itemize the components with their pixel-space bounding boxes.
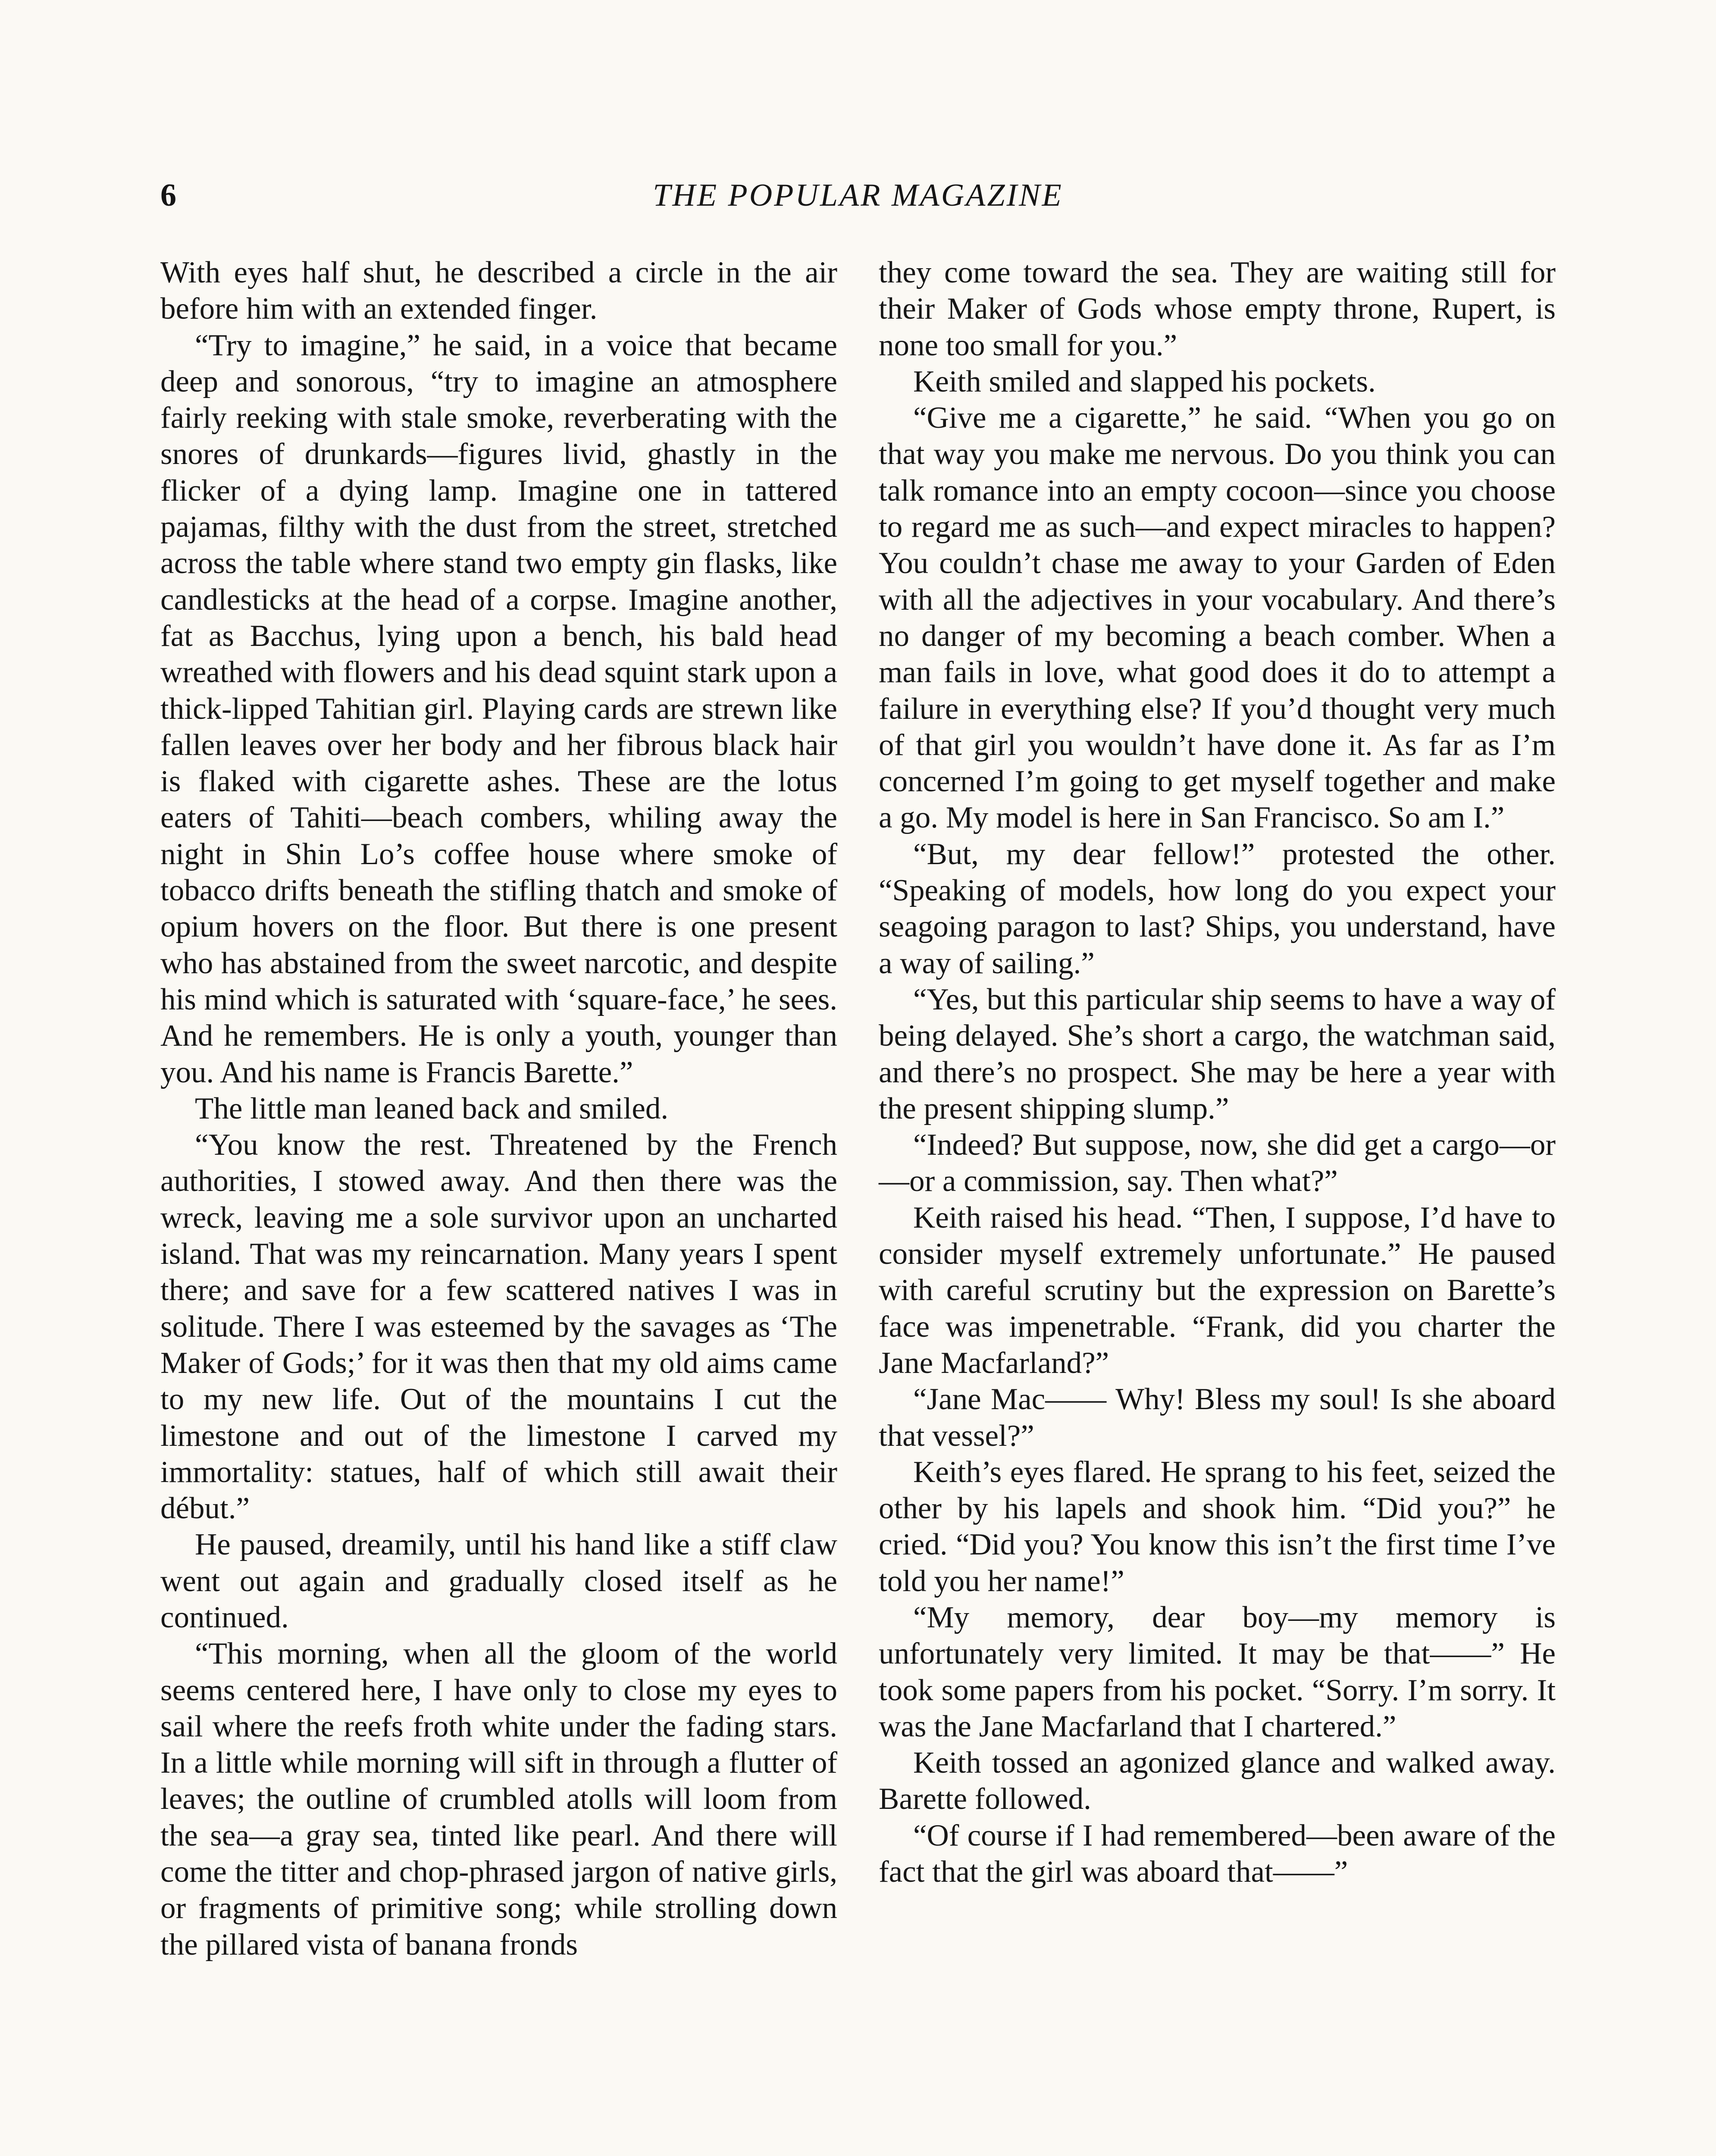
left-column bbox=[160, 254, 837, 1963]
paragraph: they come toward the sea. They are waiting still for their Maker of Gods whose empty throne, Rupert, is none too small for you.” bbox=[879, 256, 1556, 362]
paragraph: Keith’s eyes flared. He sprang to his feet, seized the other by his lapels and shook him. “Did you?” he cried. “Did you? You know this isn’t the first time I’ve told you her name!” bbox=[879, 1455, 1556, 1598]
paragraph: “Yes, but this particular ship seems to have a way of being delayed. She’s short a cargo, the watchman said, and there’s no prospect. She may be here a year with the present shipping slump.” bbox=[879, 982, 1556, 1125]
paragraph: He paused, dreamily, until his hand like a stiff claw went out again and gradually closed itself as he continued. bbox=[160, 1528, 837, 1634]
paragraph: Keith raised his head. “Then, I suppose, I’d have to consider myself extremely unfortunate.” He paused with careful scrutiny but the expression on Barette’s face was impenetrable. “Frank, did you charter the Jane Macfarland?” bbox=[879, 1200, 1556, 1380]
paragraph: “Of course if I had remembered—been aware of the fact that the girl was aboard that——” bbox=[879, 1818, 1556, 1889]
page-header bbox=[160, 172, 1556, 219]
paragraph: “My memory, dear boy—my memory is unfortunately very limited. It may be that——” He took some papers from his pocket. “Sorry. I’m sorry. It was the Jane Macfarland that I chartered.” bbox=[879, 1600, 1556, 1743]
right-column bbox=[879, 254, 1556, 1890]
paragraph: “Give me a cigarette,” he said. “When you go on that way you make me nervous. Do you think you can talk romance into an empty cocoon—since you choose to regard me as such—and expect miracles to happen? You couldn’t chase me away to your Garden of Eden with all the adjectives in your vocabulary. And there’s no danger of my becoming a beach comber. When a man fails in love, what good does it do to attempt a failure in everything else? If you’d thought very much of that girl you wouldn’t have done it. As far as I’m concerned I’m going to get myself together and make a go. My model is here in San Francisco. So am I.” bbox=[879, 401, 1556, 835]
running-head: THE POPULAR MAGAZINE bbox=[653, 178, 1063, 213]
page-number: 6 bbox=[160, 178, 176, 213]
paragraph: “Try to imagine,” he said, in a voice that became deep and sonorous, “try to imagine an atmosphere fairly reeking with stale smoke, reverberating with the snores of drunkards—figures livid, ghastly in the flicker of a dying lamp. Imagine one in tattered pajamas, filthy with the dust from the street, stretched across the table where stand two empty gin flasks, like candlesticks at the head of a corpse. Imagine another, fat as Bacchus, lying upon a bench, his bald head wreathed with flowers and his dead squint stark upon a thick-lipped Tahitian girl. Playing cards are strewn like fallen leaves over her body and her fibrous black hair is flaked with cigarette ashes. These are the lotus eaters of Tahiti—beach combers, whiling away the night in Shin Lo’s coffee house where smoke of tobacco drifts beneath the stifling thatch and smoke of opium hovers on the floor. But there is one present who has abstained from the sweet narcotic, and despite his mind which is saturated with ‘square-face,’ he sees. And he remembers. He is only a youth, younger than you. And his name is Francis Barette.” bbox=[160, 328, 837, 1089]
paragraph: “This morning, when all the gloom of the world seems centered here, I have only to close my eyes to sail where the reefs froth white under the fading stars. In a little while morning will sift in through a flutter of leaves; the outline of crumbled atolls will loom from the sea—a gray sea, tinted like pearl. And there will come the titter and chop-phrased jargon of native girls, or fragments of primitive song; while strolling down the pillared vista of banana fronds bbox=[160, 1637, 837, 1962]
paragraph: “Indeed? But suppose, now, she did get a cargo—or—or a commission, say. Then what?” bbox=[879, 1128, 1556, 1198]
paragraph: “Jane Mac—— Why! Bless my soul! Is she aboard that vessel?” bbox=[879, 1382, 1556, 1453]
paragraph: Keith smiled and slapped his pockets. bbox=[913, 364, 1376, 398]
paragraph: Keith tossed an agonized glance and walked away. Barette followed. bbox=[879, 1746, 1556, 1816]
paragraph: “You know the rest. Threatened by the French authorities, I stowed away. And then there was the wreck, leaving me a sole survivor upon an uncharted island. That was my reincarnation. Many years I spent there; and save for a few scattered natives I was in solitude. There I was esteemed by the savages as ‘The Maker of Gods;’ for it was then that my old aims came to my new life. Out of the mountains I cut the limestone and out of the limestone I carved my immortality: statues, half of which still await their début.” bbox=[160, 1128, 837, 1526]
paragraph: “But, my dear fellow!” protested the other. “Speaking of models, how long do you expect your seagoing paragon to last? Ships, you understand, have a way of sailing.” bbox=[879, 837, 1556, 980]
paragraph: With eyes half shut, he described a circle in the air before him with an extended finger. bbox=[160, 256, 837, 326]
paragraph: The little man leaned back and smiled. bbox=[195, 1091, 669, 1125]
